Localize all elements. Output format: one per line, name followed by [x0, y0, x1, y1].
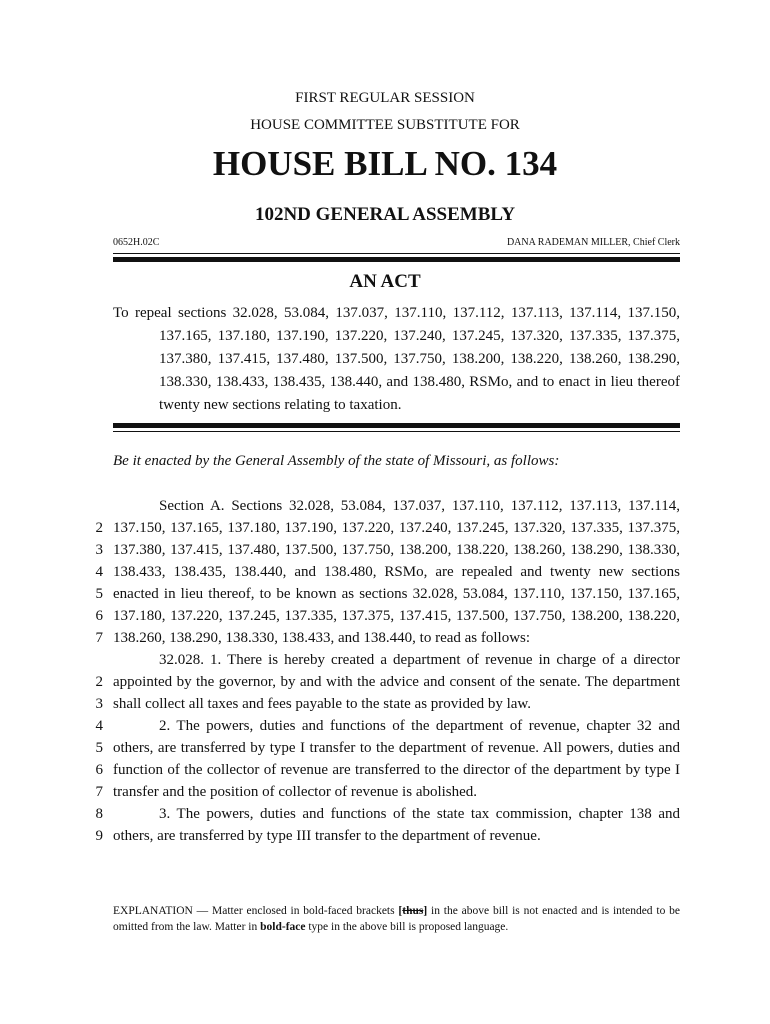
- line-number: 7: [95, 784, 103, 800]
- line-number: 6: [95, 762, 103, 778]
- chief-clerk: DANA RADEMAN MILLER, Chief Clerk: [506, 237, 680, 248]
- explanation-lead: EXPLANATION —: [113, 905, 209, 917]
- header-divider-thick: [113, 257, 680, 262]
- bill-text-line: 2. The powers, duties and functions of the department of revenue, chapter 32 and: [159, 718, 680, 734]
- act-title: To repeal sections 32.028, 53.084, 137.037, 137.110, 137.112, 137.113, 137.114, 137.150, 137.165, 137.180, 137.190, 137.220, 137.240, 137.245, 137.320, 137.335, 137.375, 137.380, 137.415, 137.480, 137.500, 137.750, 138.200, 138.220, 138.260, 138.290, 138.330, 138.433, 138.435, 138.440, and 138.480, RSMo, and to enact in lieu thereof twenty new sections relating to taxation.: [113, 305, 680, 413]
- bill-text-line: Section A. Sections 32.028, 53.084, 137.037, 137.110, 137.112, 137.113, 137.114,: [159, 498, 680, 514]
- title-divider-thick: [113, 423, 680, 428]
- line-number: 3: [95, 542, 103, 558]
- general-assembly-heading: 102ND GENERAL ASSEMBLY: [254, 204, 516, 225]
- bill-text-line: transfer and the position of collector of revenue is abolished.: [113, 784, 478, 800]
- line-number: 9: [95, 828, 103, 844]
- bill-title: HOUSE BILL NO. 134: [212, 144, 558, 183]
- bill-text-line: 137.180, 137.220, 137.245, 137.335, 137.375, 137.415, 137.500, 137.750, 138.200, 138.220,: [113, 608, 680, 624]
- title-divider-thin: [113, 431, 680, 432]
- bill-text-line: 137.380, 137.415, 137.480, 137.500, 137.750, 138.200, 138.220, 138.260, 138.290, 138.330,: [113, 542, 680, 558]
- header-divider-thin: [113, 253, 680, 254]
- bill-text-line: others, are transferred by type I transfer to the department of revenue. All powers, duties and: [113, 740, 680, 756]
- bold-face-example: bold-face: [260, 921, 306, 933]
- committee-substitute-heading: HOUSE COMMITTEE SUBSTITUTE FOR: [250, 117, 520, 133]
- bracket-close: ]: [423, 905, 428, 917]
- bracket-open: [: [398, 905, 403, 917]
- explanation-note: [113, 903, 680, 935]
- line-number: 4: [95, 718, 103, 734]
- act-heading: AN ACT: [349, 271, 421, 292]
- line-number: 6: [95, 608, 103, 624]
- bill-text-line: 32.028. 1. There is hereby created a department of revenue in charge of a director: [159, 652, 680, 668]
- bill-code: 0652H.02C: [113, 237, 160, 248]
- bill-text-line: 138.433, 138.435, 138.440, and 138.480, RSMo, are repealed and twenty new sections: [113, 564, 680, 580]
- line-number: 7: [95, 630, 103, 646]
- explanation-part3: type in the above bill is proposed language.: [305, 921, 509, 933]
- bill-text-line: shall collect all taxes and fees payable to the state as provided by law.: [113, 696, 532, 712]
- explanation-part2: in the above bill is not enacted and is intended to be omitted from the law. Matter in: [113, 905, 680, 933]
- line-number: 2: [95, 674, 103, 690]
- bill-text-line: 3. The powers, duties and functions of the state tax commission, chapter 138 and: [159, 806, 680, 822]
- bill-text-line: 138.260, 138.290, 138.330, 138.433, and 138.440, to read as follows:: [113, 630, 531, 646]
- line-number: 4: [95, 564, 103, 580]
- line-number: 3: [95, 696, 103, 712]
- line-number: 2: [95, 520, 103, 536]
- line-number: 5: [95, 586, 103, 602]
- struck-example: thus: [402, 905, 424, 917]
- bill-text-line: others, are transferred by type III transfer to the department of revenue.: [113, 828, 541, 844]
- line-number: 8: [95, 806, 103, 822]
- bill-text-line: 137.150, 137.165, 137.180, 137.190, 137.220, 137.240, 137.245, 137.320, 137.335, 137.375,: [113, 520, 680, 536]
- session-heading: FIRST REGULAR SESSION: [295, 90, 475, 106]
- bill-text-line: appointed by the governor, by and with the advice and consent of the senate. The department: [113, 674, 680, 690]
- enacting-clause: Be it enacted by the General Assembly of the state of Missouri, as follows:: [113, 453, 560, 469]
- bill-text-line: function of the collector of revenue are transferred to the director of the department by type I: [113, 762, 680, 778]
- bill-text-line: enacted in lieu thereof, to be known as sections 32.028, 53.084, 137.110, 137.150, 137.165,: [113, 586, 680, 602]
- explanation-part1: Matter enclosed in bold-faced brackets: [208, 905, 399, 917]
- line-number: 5: [95, 740, 103, 756]
